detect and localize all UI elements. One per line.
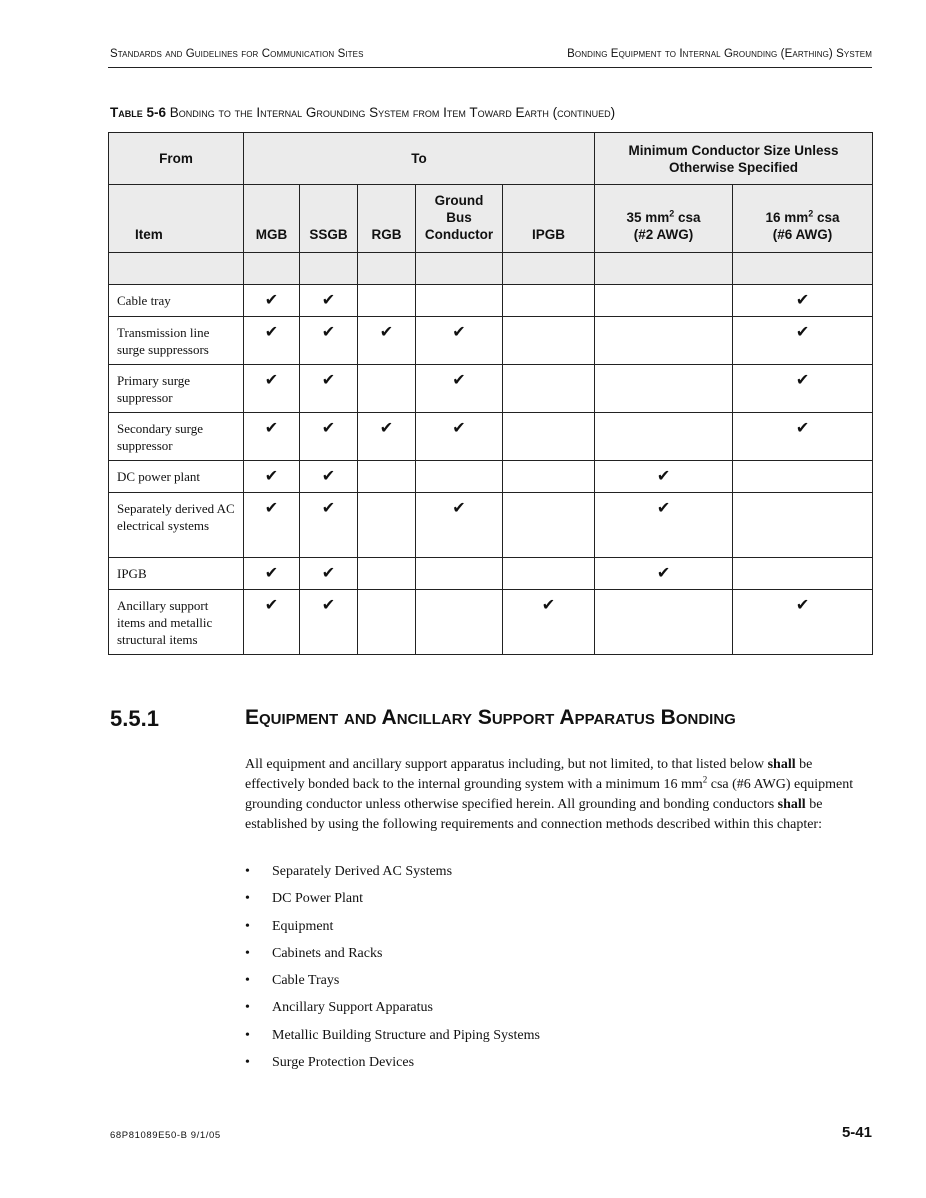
- gbc-line-1: Ground: [434, 193, 484, 208]
- table-row: [109, 285, 873, 317]
- check-mark-ipgb: ✔: [503, 590, 595, 655]
- check-mark-ssgb: ✔: [300, 285, 358, 317]
- check-mark-ssgb: ✔: [300, 365, 358, 413]
- spacer-cell: [503, 253, 595, 285]
- empty-cell-ipgb: [503, 493, 595, 558]
- table-group-header-row: [109, 133, 873, 185]
- col-header-rgb: RGB: [358, 185, 416, 253]
- check-mark-c35: ✔: [595, 461, 733, 493]
- running-header-left: Standards and Guidelines for Communication Sites: [110, 48, 364, 60]
- check-mark-ssgb: ✔: [300, 461, 358, 493]
- spacer-cell: [244, 253, 300, 285]
- spacer-cell: [300, 253, 358, 285]
- header-from: From: [109, 133, 244, 185]
- c35-num: 35 mm: [626, 210, 670, 225]
- table-row: [109, 493, 873, 558]
- col-header-ipgb: IPGB: [503, 185, 595, 253]
- empty-cell-c16: [733, 461, 873, 493]
- c16-sup: 2: [808, 208, 814, 219]
- list-item: • Separately Derived AC Systems: [245, 862, 540, 889]
- col-header-ssgb: SSGB: [300, 185, 358, 253]
- check-mark-gbc: ✔: [416, 413, 503, 461]
- empty-cell-rgb: [358, 285, 416, 317]
- check-mark-ssgb: ✔: [300, 413, 358, 461]
- item-cell: Cable tray: [109, 285, 244, 317]
- item-cell: Primary surge suppressor: [109, 365, 244, 413]
- col-header-mgb: MGB: [244, 185, 300, 253]
- gbc-line-3: Conductor: [424, 227, 494, 242]
- empty-cell-rgb: [358, 493, 416, 558]
- c16-awg: (#6 AWG): [772, 227, 833, 242]
- empty-cell-rgb: [358, 590, 416, 655]
- header-to: To: [244, 133, 595, 185]
- check-mark-mgb: ✔: [244, 493, 300, 558]
- item-cell: Transmission line surge suppressors: [109, 317, 244, 365]
- table-row: [109, 461, 873, 493]
- item-cell: Separately derived AC electrical systems: [109, 493, 244, 558]
- check-mark-gbc: ✔: [416, 365, 503, 413]
- empty-cell-ipgb: [503, 285, 595, 317]
- list-item: • Metallic Building Structure and Piping Systems: [245, 1026, 540, 1053]
- gbc-line-2: Bus: [446, 210, 472, 225]
- empty-cell-c35: [595, 365, 733, 413]
- check-mark-c16: ✔: [733, 590, 873, 655]
- spacer-cell: [595, 253, 733, 285]
- c16-unit: csa: [813, 210, 840, 225]
- check-mark-mgb: ✔: [244, 461, 300, 493]
- spacer-cell: [109, 253, 244, 285]
- empty-cell-ipgb: [503, 461, 595, 493]
- table-body: [109, 285, 873, 655]
- table-caption-text: Bonding to the Internal Grounding System from Item Toward Earth (continued): [169, 105, 616, 120]
- table-column-header-row: [109, 185, 873, 253]
- col-header-35mm: [595, 185, 733, 253]
- empty-cell-c16: [733, 558, 873, 590]
- check-mark-mgb: ✔: [244, 558, 300, 590]
- section-title: Equipment and Ancillary Support Apparatus Bonding: [245, 706, 736, 729]
- col-header-item: Item: [109, 185, 244, 253]
- para-text-2: be effectively bonded back to the internal grounding system with a minimum 16 mm: [245, 757, 813, 792]
- c35-unit: csa: [674, 210, 701, 225]
- footer-page-number: 5-41: [841, 1124, 872, 1141]
- list-item: • Cable Trays: [245, 971, 540, 998]
- table-caption-label: Table 5-6: [110, 105, 167, 120]
- footer-doc-id: 68P81089E50-B 9/1/05: [110, 1130, 221, 1141]
- check-mark-c16: ✔: [733, 285, 873, 317]
- check-mark-mgb: ✔: [244, 590, 300, 655]
- list-item: • Cabinets and Racks: [245, 944, 540, 971]
- empty-cell-rgb: [358, 461, 416, 493]
- empty-cell-rgb: [358, 558, 416, 590]
- spacer-cell: [416, 253, 503, 285]
- check-mark-rgb: ✔: [358, 317, 416, 365]
- table-row: [109, 590, 873, 655]
- check-mark-mgb: ✔: [244, 413, 300, 461]
- list-item: • DC Power Plant: [245, 889, 540, 916]
- empty-cell-gbc: [416, 558, 503, 590]
- item-cell: Secondary surge suppressor: [109, 413, 244, 461]
- empty-cell-ipgb: [503, 413, 595, 461]
- shall-emphasis: shall: [767, 757, 796, 772]
- check-mark-ssgb: ✔: [300, 317, 358, 365]
- check-mark-c16: ✔: [733, 365, 873, 413]
- check-mark-ssgb: ✔: [300, 558, 358, 590]
- c16-size: [733, 209, 872, 226]
- table-row: [109, 558, 873, 590]
- check-mark-rgb: ✔: [358, 413, 416, 461]
- table-row: [109, 317, 873, 365]
- item-cell: DC power plant: [109, 461, 244, 493]
- running-header-right: Bonding Equipment to Internal Grounding (Earthing) System: [567, 48, 872, 60]
- c35-sup: 2: [669, 208, 675, 219]
- empty-cell-c35: [595, 590, 733, 655]
- bonding-items-list: [245, 862, 540, 1080]
- col-header-16mm: [733, 185, 873, 253]
- para-text-3: csa (#6 AWG) equipment grounding conductor unless otherwise specified herein. All grounding and bonding conductors: [245, 777, 854, 812]
- item-cell: Ancillary support items and metallic structural items: [109, 590, 244, 655]
- empty-cell-c35: [595, 317, 733, 365]
- spacer-cell: [358, 253, 416, 285]
- col-header-ground-bus-conductor: [416, 185, 503, 253]
- empty-cell-ipgb: [503, 365, 595, 413]
- table-row: [109, 365, 873, 413]
- c16-num: 16 mm: [765, 210, 809, 225]
- para-superscript: 2: [702, 774, 708, 785]
- header-min-conductor: Minimum Conductor Size Unless Otherwise Specified: [595, 133, 873, 185]
- check-mark-c35: ✔: [595, 558, 733, 590]
- para-text-1: All equipment and ancillary support apparatus including, but not limited, to that listed below: [245, 757, 768, 772]
- empty-cell-c35: [595, 285, 733, 317]
- check-mark-gbc: ✔: [416, 493, 503, 558]
- section-paragraph: [245, 755, 873, 835]
- c35-size: [595, 209, 732, 226]
- shall-emphasis: shall: [777, 797, 806, 812]
- check-mark-c16: ✔: [733, 317, 873, 365]
- empty-cell-gbc: [416, 285, 503, 317]
- list-item: • Ancillary Support Apparatus: [245, 998, 540, 1025]
- check-mark-c16: ✔: [733, 413, 873, 461]
- empty-cell-ipgb: [503, 317, 595, 365]
- empty-cell-ipgb: [503, 558, 595, 590]
- empty-cell-gbc: [416, 590, 503, 655]
- check-mark-c35: ✔: [595, 493, 733, 558]
- check-mark-ssgb: ✔: [300, 493, 358, 558]
- item-cell: IPGB: [109, 558, 244, 590]
- c35-awg: (#2 AWG): [633, 227, 694, 242]
- empty-cell-c35: [595, 413, 733, 461]
- table-row: [109, 413, 873, 461]
- empty-cell-rgb: [358, 365, 416, 413]
- check-mark-mgb: ✔: [244, 285, 300, 317]
- check-mark-mgb: ✔: [244, 317, 300, 365]
- check-mark-gbc: ✔: [416, 317, 503, 365]
- empty-cell-gbc: [416, 461, 503, 493]
- section-number: 5.5.1: [110, 706, 159, 731]
- empty-cell-c16: [733, 493, 873, 558]
- list-item: • Surge Protection Devices: [245, 1053, 540, 1080]
- header-rule: [108, 67, 872, 68]
- spacer-cell: [733, 253, 873, 285]
- table-caption: [110, 105, 615, 120]
- shaded-spacer-row: [109, 253, 873, 285]
- check-mark-ssgb: ✔: [300, 590, 358, 655]
- bonding-table: [108, 132, 873, 655]
- check-mark-mgb: ✔: [244, 365, 300, 413]
- para-text-4: be established by using the following requirements and connection methods described within this chapter:: [245, 797, 823, 832]
- list-item: • Equipment: [245, 917, 540, 944]
